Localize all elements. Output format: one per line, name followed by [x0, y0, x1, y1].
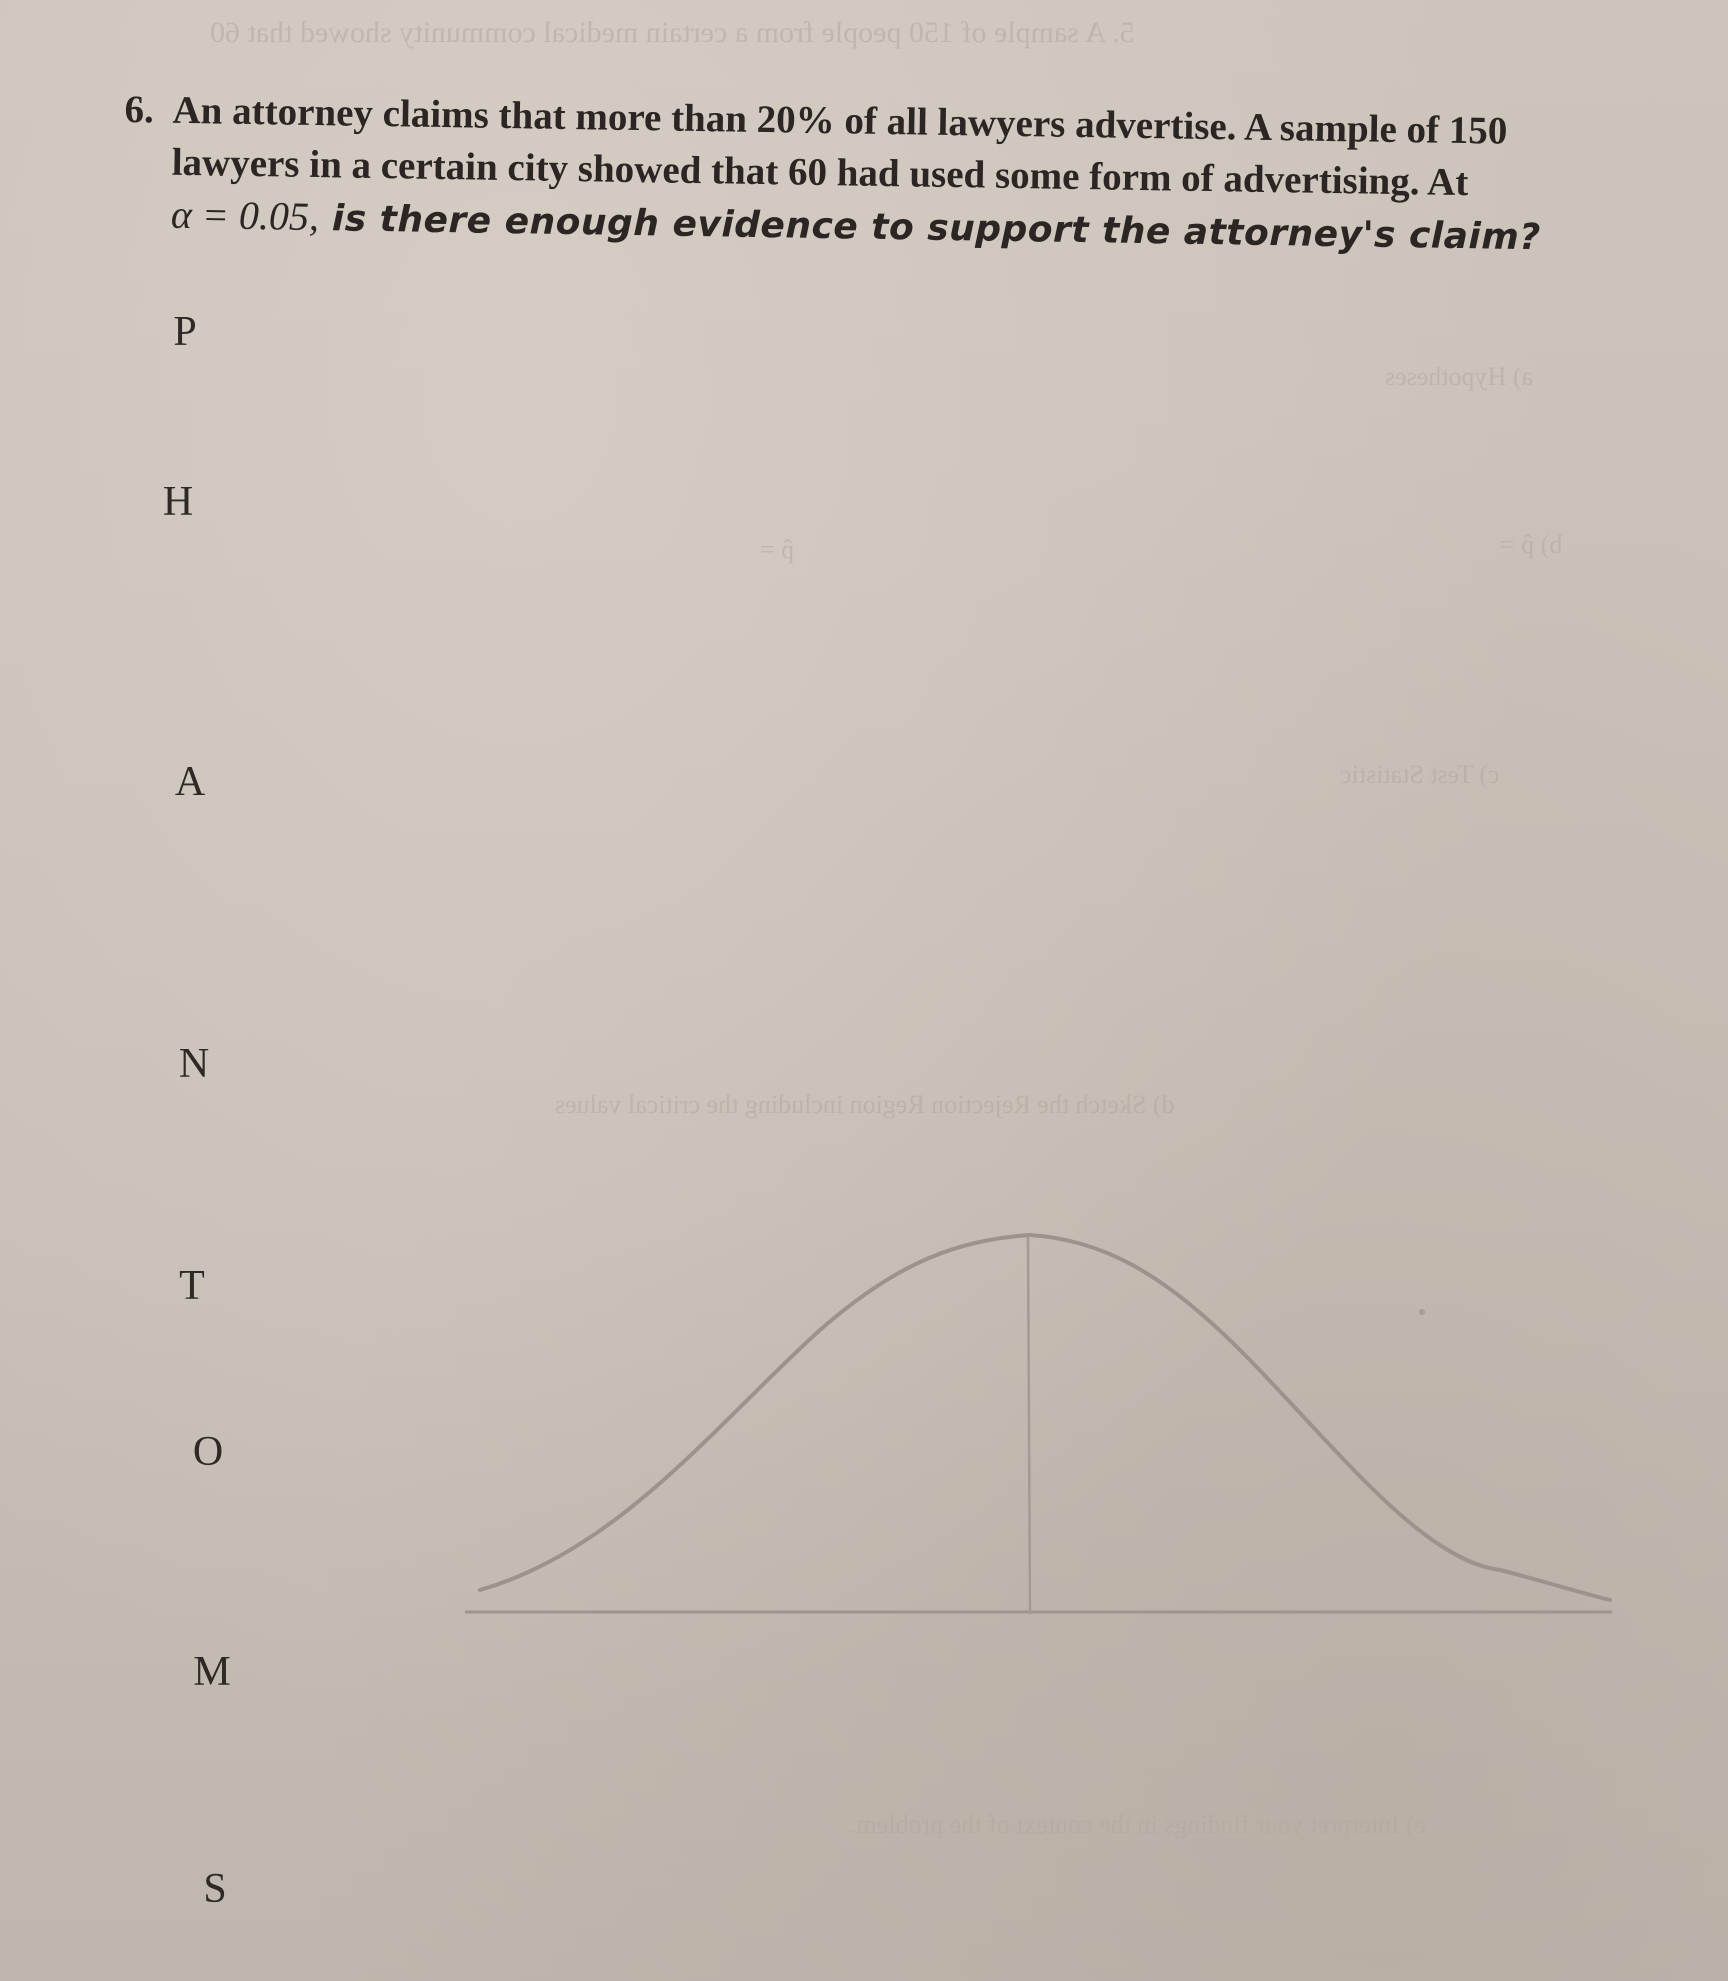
step-letter-t: T — [179, 1263, 205, 1309]
step-letter-m: M — [193, 1649, 231, 1695]
bleed-through-test-statistic: c) Test Statistic — [1340, 760, 1500, 789]
bleed-through-hypotheses: a) Hypotheses — [1385, 362, 1534, 391]
question-text-1: An attorney claims that more than 20% of all lawyers advertise. A sample of 150 — [172, 88, 1508, 153]
question-number: 6. — [124, 87, 155, 132]
question-text-2: lawyers in a certain city showed that 60 had used some form of advertising. At — [171, 140, 1469, 205]
pencil-mark-dot — [1419, 1309, 1425, 1315]
step-letter-n: N — [178, 1041, 210, 1087]
question-text-3: is there enough evidence to support the attorney's claim? — [318, 198, 1542, 259]
bleed-through-b-phat: b) p̂ = — [1500, 530, 1563, 559]
question-alpha: α = 0.05, — [170, 191, 320, 240]
bell-curve-center-line — [1028, 1236, 1030, 1614]
bleed-through-top: 5. A sample of 150 people from a certain medical community showed that 60 — [210, 16, 1135, 49]
bleed-through-interpret: e) Interpret your findings in the context of the problem. — [850, 1810, 1427, 1839]
bleed-through-phat: p̂ = — [760, 535, 795, 564]
step-letter-h: H — [162, 479, 194, 525]
step-letter-p: P — [173, 309, 197, 355]
step-letter-s: S — [203, 1866, 227, 1912]
step-letter-o: O — [192, 1429, 224, 1475]
bell-curve-line — [480, 1235, 1610, 1600]
bleed-through-sketch: d) Sketch the Rejection Region including the critical values — [555, 1090, 1175, 1119]
step-letter-a: A — [174, 759, 206, 805]
